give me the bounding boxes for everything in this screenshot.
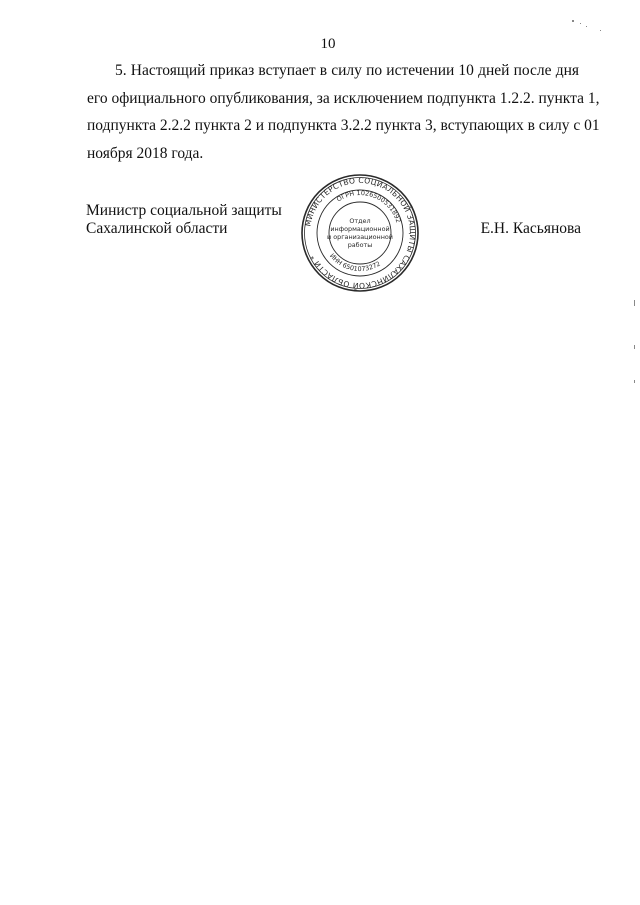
stamp-center-line-4: работы	[347, 241, 373, 249]
signer-title-line-2: Сахалинской области	[86, 220, 228, 237]
scan-artifact	[586, 26, 587, 27]
body-line-3: подпункта 2.2.2 пункта 2 и подпункта 3.2.2 пункта 3, вступающих в силу с 01	[87, 117, 600, 134]
stamp-ogrn: ОГРН 1026500531892	[335, 188, 403, 224]
stamp-center-line-3: и организационной	[327, 233, 393, 241]
body-line-1: 5. Настоящий приказ вступает в силу по истечении 10 дней после дня	[115, 62, 579, 79]
stamp-center-line-2: информационной	[330, 225, 390, 233]
official-stamp	[300, 173, 420, 293]
page-number: 10	[320, 36, 336, 52]
stamp-center-line-1: Отдел	[349, 217, 371, 225]
scan-artifact	[572, 20, 574, 22]
body-line-2: его официального опубликования, за исключением подпункта 1.2.2. пункта 1,	[87, 89, 600, 107]
stamp-inn: ИНН 6501073272	[327, 251, 382, 274]
scan-artifact	[634, 300, 635, 306]
scan-artifact	[634, 380, 635, 383]
scan-artifact	[634, 345, 635, 349]
stamp-ring-text: МИНИСТЕРСТВО СОЦИАЛЬНОЙ ЗАЩИТЫ САХАЛИНСКОЙ ОБЛАСТИ *	[303, 175, 418, 291]
signer-title	[86, 202, 282, 238]
body-line-4: ноября 2018 года.	[87, 144, 204, 162]
scan-artifact	[600, 30, 601, 31]
signer-title-line-1: Министр социальной защиты	[86, 202, 282, 219]
scan-artifact	[580, 23, 581, 24]
signer-name: Е.Н. Касьянова	[480, 220, 581, 237]
body-paragraph	[87, 57, 600, 167]
